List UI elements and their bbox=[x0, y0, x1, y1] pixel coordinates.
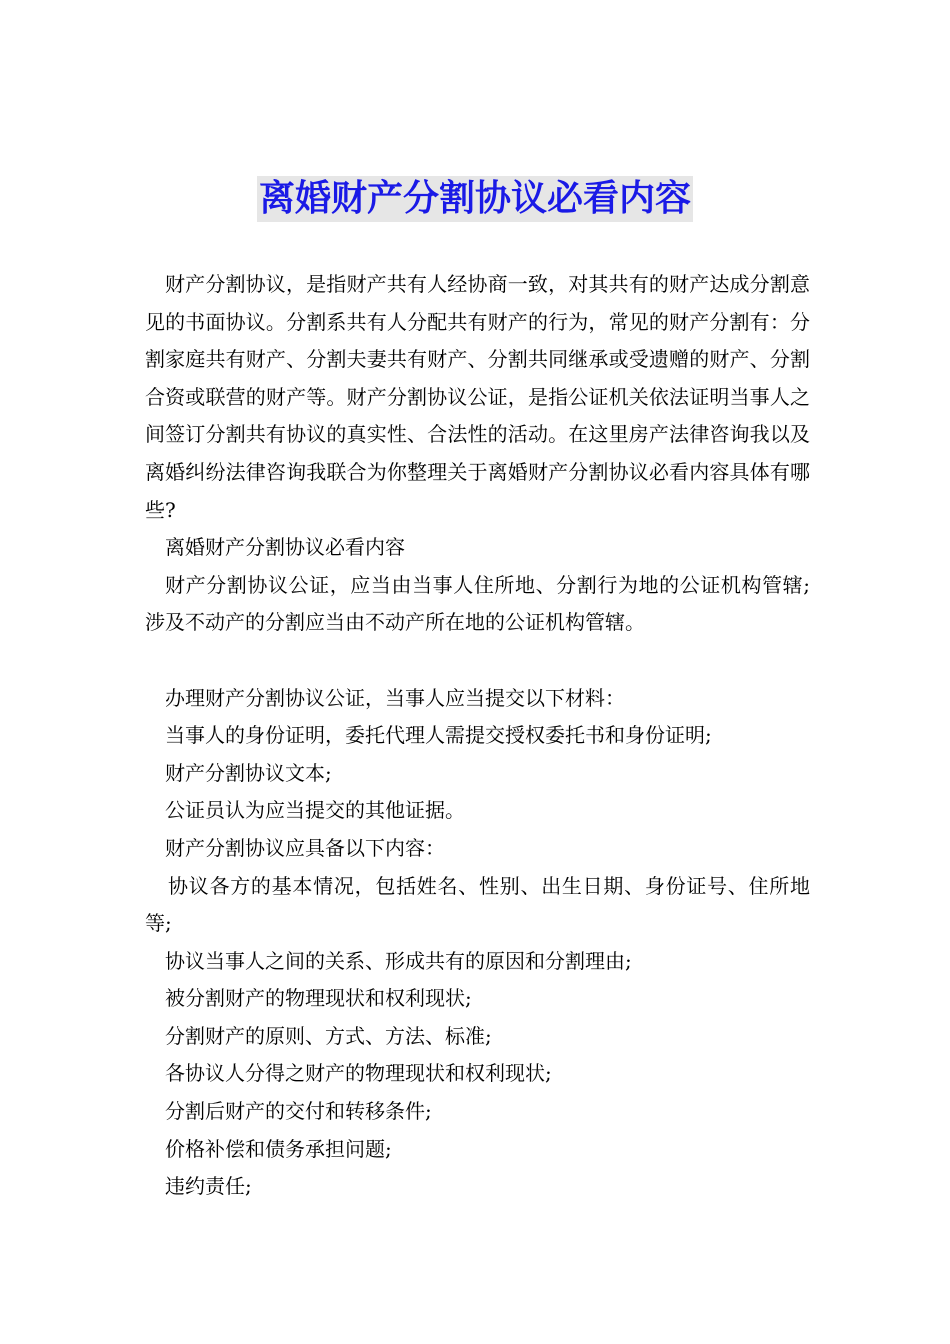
title-container bbox=[0, 176, 950, 222]
list-item: 公证员认为应当提交的其他证据。 bbox=[165, 798, 465, 823]
jurisdiction-paragraph: 财产分割协议公证，应当由当事人住所地、分割行为地的公证机构管辖;涉及不动产的分割应当由不动产所在地的公证机构管辖。 bbox=[145, 572, 810, 635]
list-item: 当事人的身份证明，委托代理人需提交授权委托书和身份证明; bbox=[165, 723, 712, 748]
list-item: 分割财产的原则、方式、方法、标准; bbox=[165, 1023, 492, 1048]
list-item: 违约责任; bbox=[165, 1174, 252, 1199]
document-body bbox=[145, 266, 810, 1206]
list-item: 价格补偿和债务承担问题; bbox=[165, 1136, 392, 1161]
intro-paragraph: 财产分割协议，是指财产共有人经协商一致，对其共有的财产达成分割意见的书面协议。分割系共有人分配共有财产的行为，常见的财产分割有：分割家庭共有财产、分割夫妻共有财产、分割共同继承或受遗赠的财产、分割合资或联营的财产等。财产分割协议公证，是指公证机关依法证明当事人之间签订分割共有协议的真实性、合法性的活动。在这里房产法律咨询我以及离婚纠纷法律咨询我联合为你整理关于离婚财产分割协议必看内容具体有哪些? bbox=[145, 272, 810, 522]
section-heading: 离婚财产分割协议必看内容 bbox=[165, 535, 405, 560]
list-item: 各协议人分得之财产的物理现状和权利现状; bbox=[165, 1061, 552, 1086]
list-item: 被分割财产的物理现状和权利现状; bbox=[165, 986, 472, 1011]
document-title: 离婚财产分割协议必看内容 bbox=[257, 176, 693, 222]
list-item: 财产分割协议文本; bbox=[165, 760, 332, 785]
materials-heading: 办理财产分割协议公证，当事人应当提交以下材料： bbox=[165, 685, 625, 710]
list-item: 分割后财产的交付和转移条件; bbox=[165, 1099, 432, 1124]
list-item: 协议各方的基本情况，包括姓名、性别、出生日期、身份证号、住所地等; bbox=[145, 873, 810, 936]
list-item: 协议当事人之间的关系、形成共有的原因和分割理由; bbox=[165, 948, 632, 973]
paragraph-gap bbox=[145, 642, 810, 680]
contents-heading: 财产分割协议应具备以下内容： bbox=[165, 835, 445, 860]
